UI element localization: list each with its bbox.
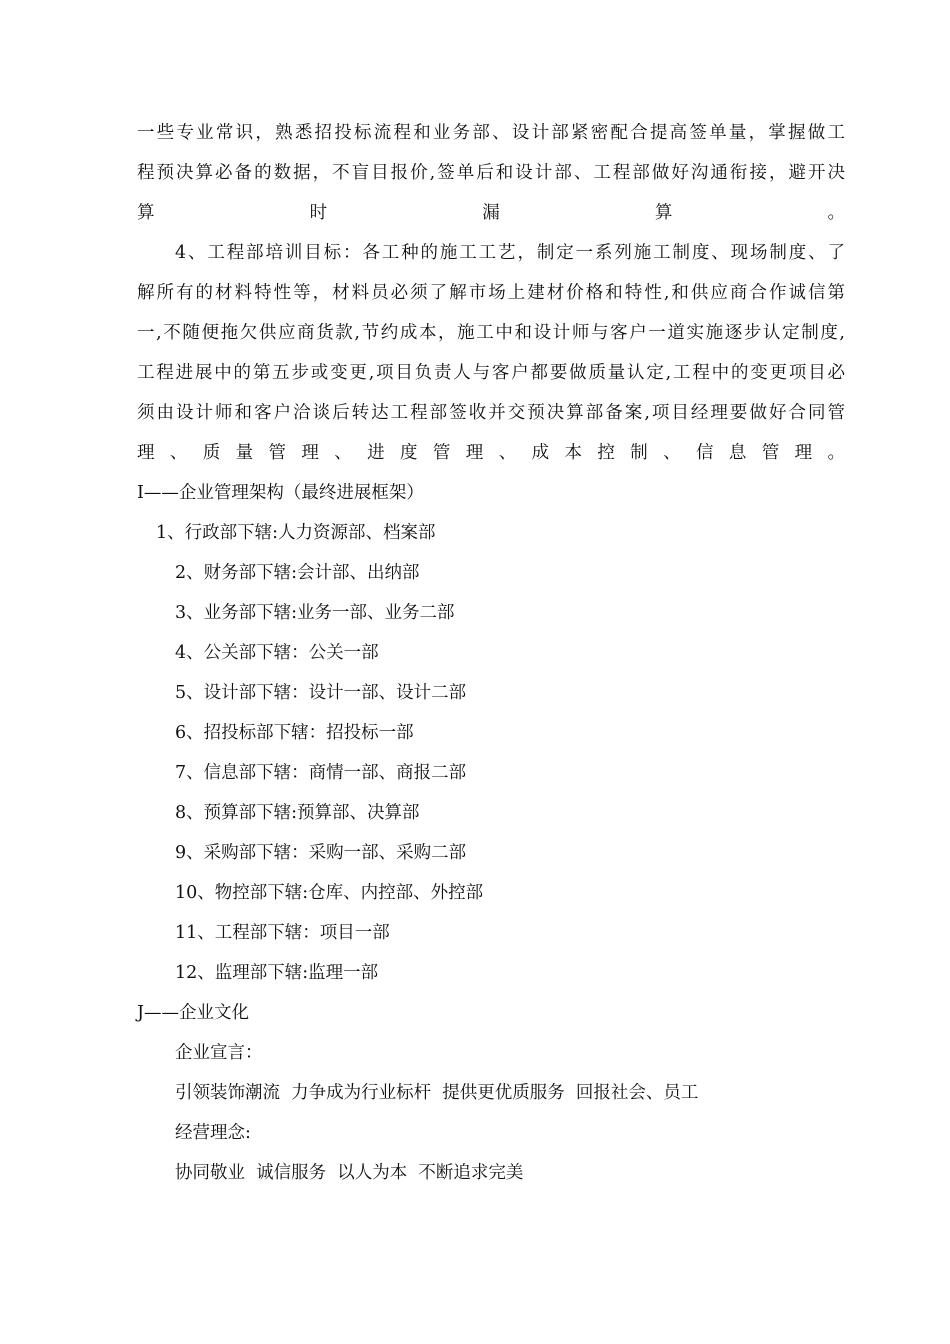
- list-item: 8、预算部下辖:预算部、决算部: [175, 803, 420, 823]
- paragraph-line: 4、工程部培训目标：各工种的施工工艺，制定一系列施工制度、现场制度、了: [175, 243, 845, 263]
- list-item: 10、物控部下辖:仓库、内控部、外控部: [175, 883, 484, 903]
- list-item: 3、业务部下辖:业务一部、业务二部: [175, 603, 455, 623]
- paragraph-line: 解所有的材料特性等，材料员必须了解市场上建材价格和特性,和供应商合作诚信第: [137, 283, 845, 303]
- declaration-text: 引领装饰潮流 力争成为行业标杆 提供更优质服务 回报社会、员工: [175, 1083, 699, 1103]
- paragraph-line: 理、质量管理、进度管理、成本控制、信息管理。: [137, 443, 845, 463]
- declaration-label: 企业宣言：: [175, 1043, 263, 1063]
- list-item: 1、行政部下辖:人力资源部、档案部: [156, 523, 436, 543]
- philosophy-text: 协同敬业 诚信服务 以人为本 不断追求完美: [175, 1163, 524, 1183]
- philosophy-label: 经营理念:: [175, 1123, 251, 1143]
- list-item: 11、工程部下辖：项目一部: [175, 923, 390, 943]
- list-item: 9、采购部下辖：采购一部、采购二部: [175, 843, 467, 863]
- list-item: 4、公关部下辖：公关一部: [175, 643, 379, 663]
- list-item: 2、财务部下辖:会计部、出纳部: [175, 563, 420, 583]
- section-heading-j: J——企业文化: [137, 1003, 250, 1023]
- list-item: 12、监理部下辖:监理一部: [175, 963, 379, 983]
- paragraph-line: 算时漏算。: [137, 203, 845, 223]
- list-item: 7、信息部下辖：商情一部、商报二部: [175, 763, 467, 783]
- list-item: 5、设计部下辖：设计一部、设计二部: [175, 683, 467, 703]
- paragraph-line: 须由设计师和客户洽谈后转达工程部签收并交预决算部备案,项目经理要做好合同管: [137, 403, 845, 423]
- paragraph-line: 工程进展中的第五步或变更,项目负责人与客户都要做质量认定,工程中的变更项目必: [137, 363, 845, 383]
- paragraph-line: 一,不随便拖欠供应商货款,节约成本，施工中和设计师与客户一道实施逐步认定制度,: [137, 323, 845, 343]
- paragraph-line: 一些专业常识，熟悉招投标流程和业务部、设计部紧密配合提高签单量，掌握做工: [137, 123, 845, 143]
- section-heading-i: I——企业管理架构（最终进展框架）: [137, 483, 424, 503]
- list-item: 6、招投标部下辖：招投标一部: [175, 723, 414, 743]
- paragraph-line: 程预决算必备的数据，不盲目报价,签单后和设计部、工程部做好沟通衔接，避开决: [137, 163, 845, 183]
